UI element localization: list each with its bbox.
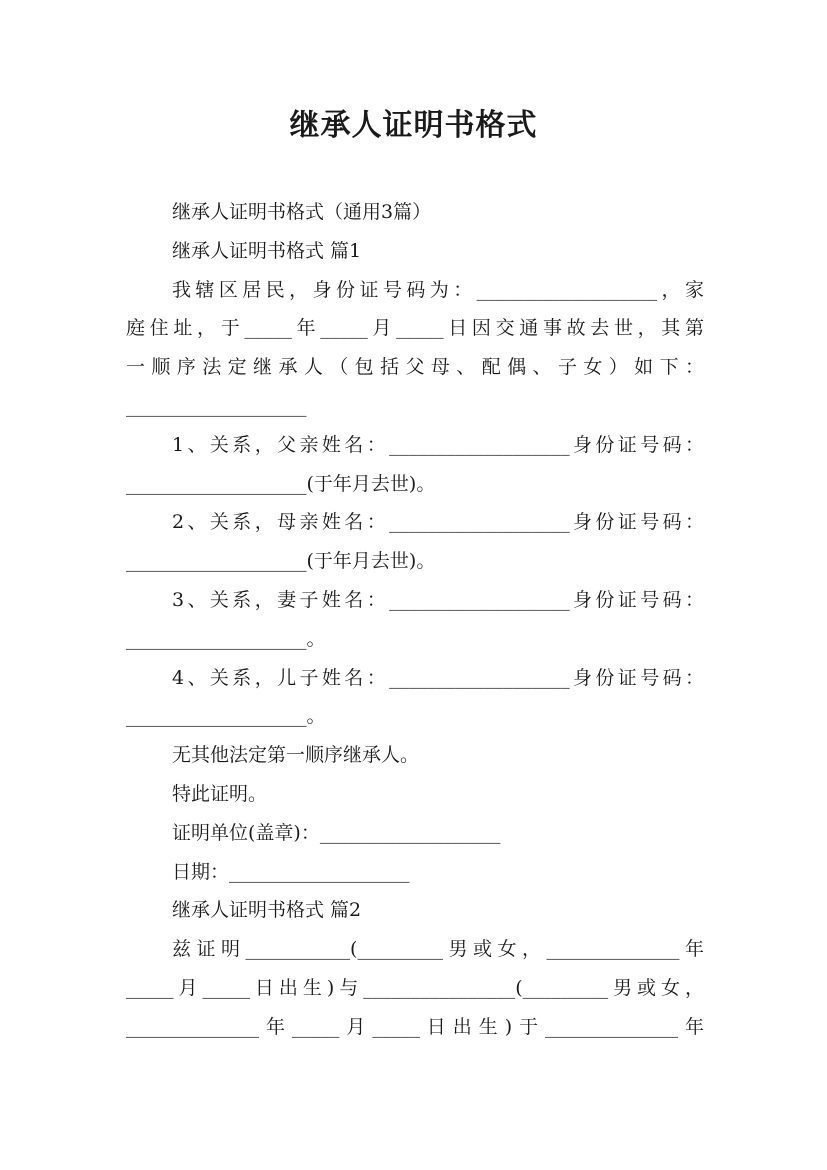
heir-item-1-cont: ___________________(于年月去世)。 [126,472,436,495]
heir-item-3: 3、关系，妻子姓名：___________________身份证号码： [172,588,704,611]
doc-subtitle: 继承人证明书格式（通用3篇） [172,201,432,223]
paragraph-line: _____月_____日出生)与________________(_________男或女， [126,976,704,999]
heir-item-4: 4、关系，儿子姓名：___________________身份证号码： [172,666,704,689]
heir-item-3-cont: ___________________。 [126,627,326,650]
heir-item-2-cont: ___________________(于年月去世)。 [126,550,436,573]
paragraph-line: ______________年_____月_____日出生)于______________年 [126,1015,704,1038]
date-line: 日期：___________________ [172,860,410,883]
document-title: 继承人证明书格式 [289,108,538,143]
section-heading-1: 继承人证明书格式 篇1 [172,239,362,262]
paragraph-line: 兹证明___________(_________男或女，______________年 [172,938,704,961]
paragraph-line: 我辖区居民，身份证号码为：___________________，家 [172,278,704,301]
section-heading-2: 继承人证明书格式 篇2 [172,899,362,922]
paragraph-line: 特此证明。 [172,782,268,805]
paragraph-line: ___________________ [126,394,307,417]
heir-item-2: 2、关系，母亲姓名：___________________身份证号码： [172,511,704,534]
paragraph-line: 庭住址，于_____年_____月_____日因交通事故去世，其第 [126,317,704,340]
paragraph-line: 无其他法定第一顺序继承人。 [172,744,420,767]
signature-unit-line: 证明单位(盖章)：___________________ [172,821,501,844]
heir-item-4-cont: ___________________。 [126,705,326,728]
paragraph-line: 一顺序法定继承人（包括父母、配偶、子女）如下： [126,356,704,379]
heir-item-1: 1、关系，父亲姓名：___________________身份证号码： [172,433,704,456]
document-body [126,193,704,1047]
